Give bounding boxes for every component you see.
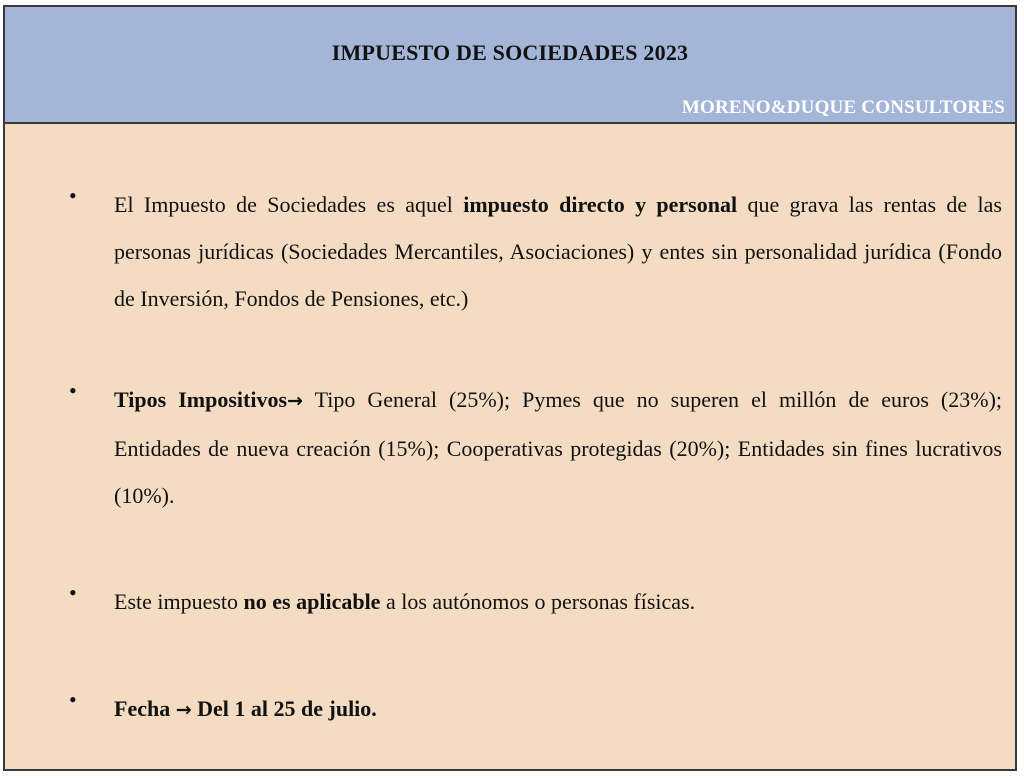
bullet-icon: •	[69, 183, 77, 208]
list-item-date	[114, 685, 1002, 734]
document-title: IMPUESTO DE SOCIEDADES 2023	[331, 40, 689, 65]
list-item-applicability	[114, 578, 1002, 625]
list-item-tax-rates	[114, 376, 1002, 519]
company-name: MORENO&DUQUE CONSULTORES	[681, 97, 1005, 118]
date-label: Fecha	[114, 696, 176, 721]
tax-rates-heading: Tipos Impositivos	[114, 387, 288, 412]
bullet-icon: •	[69, 580, 77, 605]
date-value: Del 1 al 25 de julio.	[191, 696, 377, 721]
definition-text-start: El Impuesto de Sociedades es aquel	[114, 192, 464, 217]
tax-rates-text: Tipo General (25%); Pymes que no superen el millón de euros (23%); Entidades de nueva creación (15%); Cooperativas protegidas (20%); Entidades sin fines lucrativos (10%).	[114, 387, 1003, 508]
bullet-icon: •	[69, 687, 77, 712]
definition-text-end: que grava las rentas de las personas jurídicas (Sociedades Mercantiles, Asociaciones) y entes sin personalidad jurídica (Fondo de Inversión, Fondos de Pensiones, etc.)	[114, 192, 1002, 311]
bullet-icon: •	[69, 378, 77, 403]
applicability-text-end: a los autónomos o personas físicas.	[380, 589, 696, 614]
document-frame	[3, 5, 1017, 771]
definition-emphasis: impuesto directo y personal	[463, 192, 738, 217]
applicability-text-start: Este impuesto	[114, 589, 244, 614]
arrow-right-icon: →	[175, 699, 192, 721]
content-area	[5, 124, 1015, 769]
arrow-right-icon: →	[287, 390, 303, 412]
header-banner	[5, 7, 1015, 124]
list-item-definition	[114, 181, 1002, 322]
applicability-emphasis: no es aplicable	[243, 589, 381, 614]
